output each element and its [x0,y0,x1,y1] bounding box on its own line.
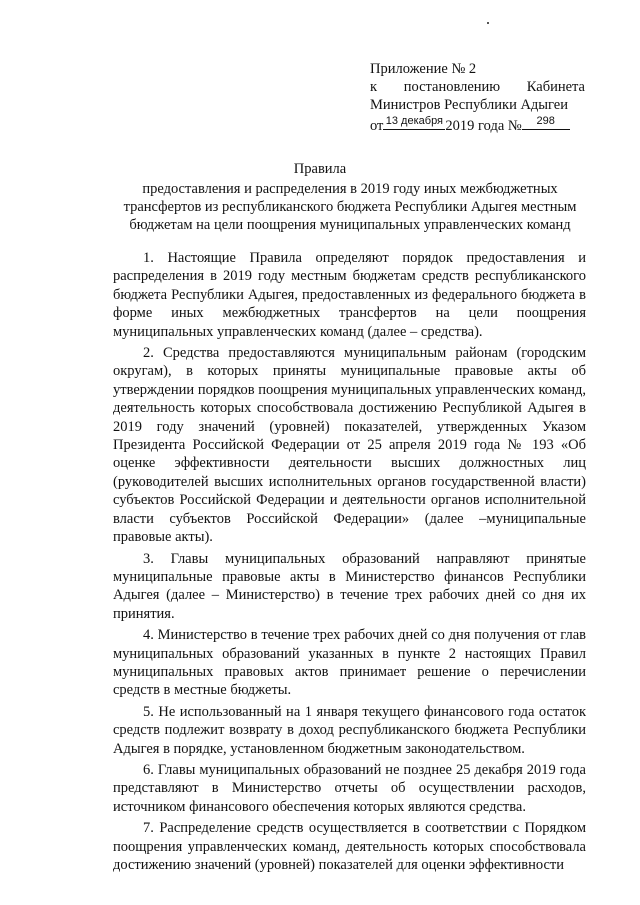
paragraph-1: 1. Настоящие Правила определяют порядок предоставления и распределения в 2019 году местным бюджетам средств республиканского бюджета Республики Адыгея, предоставленных из федерального бюджета в форме иных межбюджетных трансфертов на цели поощрения муниципальных управленческих команд (далее – средства). [113,250,586,340]
appendix-number: Приложение № 2 [370,61,477,77]
date-handwritten: 13 декабря [385,115,444,127]
document-subtitle: предоставления и распределения в 2019 году иных межбюджетных трансфертов из республиканского бюджета Республики Адыгея местным бюджетам на цели поощрения муниципальных управленческих команд [123,181,577,233]
document-title: Правила [293,161,347,177]
paragraph-7: 7. Распределение средств осуществляется в соответствии с Порядком поощрения управленческих команд, деятельность которых способствовала достижению значений (уровней) показателей для оценки эффективности [113,820,586,873]
appendix-header [370,60,585,135]
paragraph-5: 5. Не использованный на 1 января текущего финансового года остаток средств подлежит возврату в доход республиканского бюджета Республики Адыгея в порядке, установленном бюджетным законодательством. [113,703,586,757]
paragraph-4: 4. Министерство в течение трех рабочих дней со дня получения от глав муниципальных образований указанных в пункте 2 настоящих Правил муниципальных правовых актов принимает решение о перечислении средств в местные бюджеты. [113,627,586,699]
scan-speck [487,22,489,24]
paragraph-3: 3. Главы муниципальных образований направляют принятые муниципальные правовые акты в Министерство финансов Республики Адыгея (далее – Министерство) в течение трех рабочих дней со дня их принятия. [113,550,586,622]
appendix-ministers-line: Министров Республики Адыгеи [370,97,569,113]
paragraph-6: 6. Главы муниципальных образований не позднее 25 декабря 2019 года представляют в Министерство отчеты об осуществлении расходов, источником финансового обеспечения которых являются средства. [113,761,586,815]
date-year: 2019 года № [445,118,522,134]
number-handwritten: 298 [536,115,555,127]
appendix-date-line [370,114,585,135]
paragraph-2: 2. Средства предоставляются муниципальным районам (городским округам), в которых приняты муниципальные правовые акты об утверждении порядков поощрения муниципальных управленческих команд, деятельность которых способствовала достижению Республикой Адыгея в 2019 году значений (уровней) показателей, утвержденных Указом Президента Российской Федерации от 25 апреля 2019 года № 193 «Об оценке эффективности деятельности высших должностных лиц (руководителей высших исполнительных органов государственной власти) субъектов Российской Федерации и деятельности органов исполнительной власти субъектов Российской Федерации» (далее –муниципальные правовые акты). [113,345,586,546]
date-field [383,114,445,130]
rules-body [113,249,586,877]
appendix-resolution-line: к постановлению Кабинета [370,79,585,95]
number-field [522,114,570,130]
date-prefix: от [370,118,384,134]
